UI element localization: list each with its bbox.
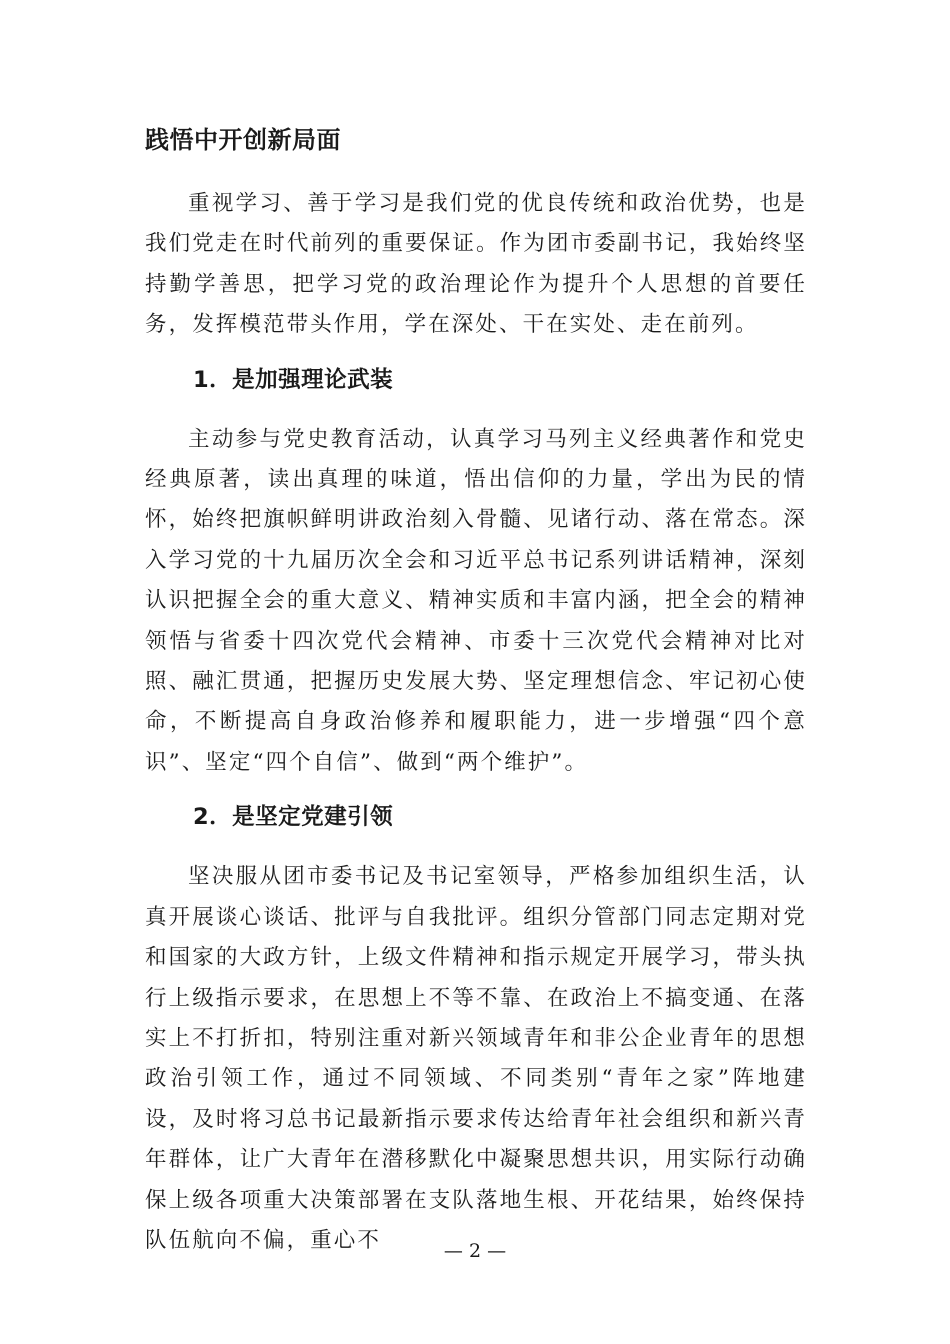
section-1-paragraph: 主动参与党史教育活动，认真学习马列主义经典著作和党史经典原著，读出真理的味道，悟出信仰的力量，学出为民的情怀，始终把旗帜鲜明讲政治刻入骨髓、见诸行动、落在常态。深入学习党的十九届历次全会和习近平总书记系列讲话精神，深刻认识把握全会的重大意义、精神实质和丰富内涵，把全会的精神领悟与省委十四次党代会精神、市委十三次党代会精神对比对照、融汇贯通，把握历史发展大势、坚定理想信念、牢记初心使命，不断提高自身政治修养和履职能力，进一步增强“四个意识”、坚定“四个自信”、做到“两个维护”。 bbox=[145, 426, 807, 775]
section-1-heading: 1．是加强理论武装 bbox=[193, 366, 394, 393]
section-2-heading: 2．是坚定党建引领 bbox=[193, 804, 394, 831]
document-title: 践悟中开创新局面 bbox=[145, 126, 341, 154]
page-number: — 2 — bbox=[443, 1240, 507, 1262]
document-body bbox=[145, 118, 807, 1261]
intro-paragraph: 重视学习、善于学习是我们党的优良传统和政治优势，也是我们党走在时代前列的重要保证。作为团市委副书记，我始终坚持勤学善思，把学习党的政治理论作为提升个人思想的首要任务，发挥模范带头作用，学在深处、干在实处、走在前列。 bbox=[145, 191, 807, 338]
section-2-paragraph: 坚决服从团市委书记及书记室领导，严格参加组织生活，认真开展谈心谈话、批评与自我批评。组织分管部门同志定期对党和国家的大政方针，上级文件精神和指示规定开展学习，带头执行上级指示要求，在思想上不等不靠、在政治上不搞变通、在落实上不打折扣，特别注重对新兴领域青年和非公企业青年的思想政治引领工作，通过不同领域、不同类别“青年之家”阵地建设，及时将习总书记最新指示要求传达给青年社会组织和新兴青年群体，让广大青年在潜移默化中凝聚思想共识，用实际行动确保上级各项重大决策部署在支队落地生根、开花结果，始终保持队伍航向不偏，重心不 bbox=[145, 864, 807, 1253]
